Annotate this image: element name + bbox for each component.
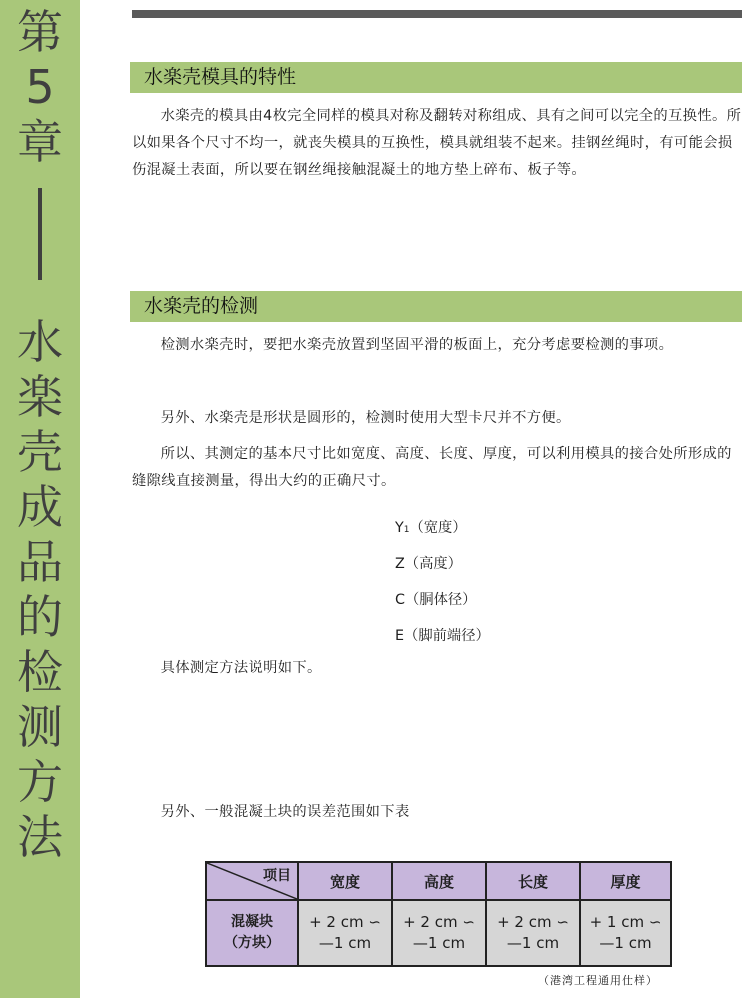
- title-char-8: 测: [17, 700, 63, 754]
- row-header-block: 混凝块 （方块）: [206, 900, 298, 966]
- title-char-5: 品: [17, 535, 63, 589]
- title-char-9: 方: [17, 755, 63, 809]
- column-header-width: 宽度: [298, 862, 392, 900]
- formula-height: Z（高度）: [395, 556, 462, 572]
- section-heading-mold: 水楽壳模具的特性: [130, 62, 742, 93]
- title-char-2: 楽: [17, 370, 63, 424]
- value-length: + 2 cm ∽ —1 cm: [486, 900, 580, 966]
- formula-leg-diameter: E（脚前端径）: [395, 628, 490, 644]
- value-height: + 2 cm ∽ —1 cm: [392, 900, 486, 966]
- value-width: + 2 cm ∽ —1 cm: [298, 900, 392, 966]
- tolerance-table: [205, 861, 672, 967]
- chapter-char-1: 第: [17, 5, 63, 59]
- method-note: 具体测定方法说明如下。: [160, 660, 322, 676]
- table-source-note: （港湾工程通用仕样）: [538, 974, 658, 987]
- title-char-3: 壳: [17, 425, 63, 479]
- top-rule: [132, 10, 742, 18]
- inspection-paragraph-1: 检测水楽壳时，要把水楽壳放置到坚固平滑的板面上，充分考虑要检测的事项。: [160, 337, 674, 353]
- inspection-paragraph-2: 另外、水楽壳是形状是圆形的，检测时使用大型卡尺并不方便。: [160, 410, 571, 426]
- title-char-10: 法: [17, 810, 63, 864]
- chapter-char-2: 5: [25, 60, 55, 114]
- chapter-sidebar: [0, 0, 80, 998]
- title-char-1: 水: [17, 315, 63, 369]
- title-char-7: 检: [17, 645, 63, 699]
- column-header-length: 长度: [486, 862, 580, 900]
- chapter-char-3: 章: [17, 115, 63, 169]
- column-header-thickness: 厚度: [580, 862, 671, 900]
- formula-body-diameter: C（胴体径）: [395, 592, 477, 608]
- title-char-4: 成: [17, 480, 63, 534]
- column-header-height: 高度: [392, 862, 486, 900]
- value-thickness: + 1 cm ∽ —1 cm: [580, 900, 671, 966]
- inspection-paragraph-3: 所以、其测定的基本尺寸比如宽度、高度、长度、厚度，可以利用模具的接合处所形成的缝隙线直接测量，得出大约的正确尺寸。: [132, 446, 732, 489]
- formula-width: Y1（宽度）: [395, 520, 467, 536]
- sidebar-divider: [38, 188, 42, 280]
- table-corner-label: 项目: [263, 868, 291, 884]
- table-corner-cell: [206, 862, 298, 900]
- section-heading-inspection: 水楽壳的检测: [130, 291, 742, 322]
- mold-paragraph: 水楽壳的模具由4枚完全同样的模具对称及翻转对称组成、具有之间可以完全的互换性。所以如果各个尺寸不均一，就丧失模具的互换性，模具就组装不起来。挂钢丝绳时，有可能会损伤混凝土表面，所以要在钢丝绳接触混凝土的地方垫上碎布、板子等。: [132, 108, 742, 178]
- table-intro: 另外、一般混凝土块的误差范围如下表: [160, 804, 410, 820]
- title-char-6: 的: [17, 590, 63, 644]
